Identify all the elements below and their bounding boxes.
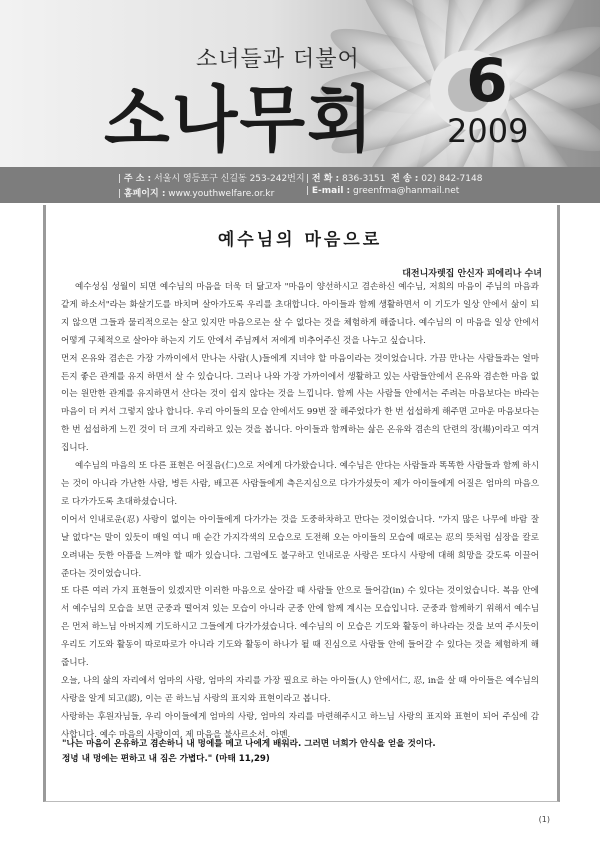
address-label: 주 소 :	[123, 174, 152, 184]
article-title: 예수님의 마음으로	[217, 230, 383, 250]
masthead	[0, 0, 600, 167]
paragraph: 이어서 인내로운(忍) 사랑이 없이는 아이들에게 다가가는 것을 도중하차하고 만다는 것이었습니다. "가지 많은 나무에 바람 잘 날 없다"는 말이 있듯이 매일 여니 매 순간 가지각색의 모습으로 도전해 오는 아이들의 모습에 때로는 忍의 뜻처럼 심장을 칼로 오려내는 듯한 아픔을 느껴야 할 때가 있습니다. 그럼에도 불구하고 인내로운 사랑은 또다시 사랑에 대해 희망을 갖도록 이끌어 준다는 것이었습니다.	[61, 514, 539, 579]
address-value: 서울시 영등포구 신길동 253-242번지	[154, 174, 305, 184]
issue-year: 2009	[447, 112, 529, 150]
homepage-label: 홈페이지 :	[123, 189, 166, 199]
quote-line: 정녕 내 멍에는 편하고 내 짐은 가볍다." (마태 11,29)	[62, 754, 270, 764]
email-label: E-mail :	[311, 186, 351, 196]
homepage-row: | 홈페이지 : www.youthwelfare.or.kr	[118, 189, 275, 199]
page-number: (1)	[538, 815, 550, 824]
paragraph: 먼저 온유와 겸손은 가장 가까이에서 만나는 사람(人)들에게 지녀야 할 마음이라는 것이었습니다. 가끔 만나는 사람들과는 얼마든지 좋은 관계를 유지 하면서 살 수 있습니다. 그러나 나와 가장 가까이에서 생활하고 있는 사람들안에서 온유와 겸손한 마음 없이는 원만한 관계를 유지하면서 산다는 것이 쉽지 않다는 것을 느낍니다. 함께 사는 사람들 안에서는 주려는 마음보다는 바라는 마음이 더 커서 그렇지 않나 합니다. 우리 아이들의 모습 안에서도 99번 잘 해주었다가 한 번 섭섭하게 해주면 고마운 마음보다는 한 번 섭섭하게 느낀 것이 더 크게 자리하고 있는 것을 봅니다. 아이들과 함께하는 삶은 온유와 겸손의 단련의 장(場)이라고 여겨집니다.	[61, 353, 539, 454]
paragraph: 또 다른 여러 가지 표현들이 있겠지만 이러한 마음으로 살아갈 때 사람들 안으로 들어감(in) 수 있다는 것이었습니다. 복음 안에서 예수님의 모습을 보면 군중과 떨어져 있는 모습이 아니라 군중 안에 함께 계시는 모습입니다. 군중과 함께하기 위해서 예수님은 먼저 하느님 아버지께 기도하시고 그들에게 다가가셨습니다. 예수님의 이 모습은 기도와 활동이 하나라는 것을 보여 주시듯이 우리도 기도와 활동이 따로따로가 아니라 기도와 활동이 하나가 될 때 진심으로 사람들 안에 들어갈 수 있다는 것을 체험하게 해줍니다.	[61, 586, 539, 669]
paragraph: 사랑하는 후원자님들, 우리 아이들에게 엄마의 사랑, 엄마의 자리를 마련해주시고 하느님 사랑의 표지와 표현이 되어 주심에 감사합니다. 예수 마음의 사랑이여, 제 마음을 불사르소서. 아멘.	[61, 711, 539, 740]
phone-label: 전 화 :	[311, 174, 340, 184]
masthead-title: 소나무회	[104, 79, 375, 163]
quote-line: "나는 마음이 온유하고 겸손하니 내 멍에를 메고 나에게 배워라. 그러면 너희가 안식을 얻을 것이다.	[62, 739, 436, 749]
issue-number: 6	[466, 46, 508, 116]
article-body	[61, 279, 539, 745]
paragraph: 예수님의 마음의 또 다른 표현은 어질음(仁)으로 저에게 다가왔습니다. 예수님은 안다는 사람들과 똑똑한 사람들과 함께 하시는 것이 아니라 가난한 사람, 병든 사람, 배고픈 사람들에게 측은지심으로 다가가셨듯이 제가 아이들에게 어질은 엄마의 마음으로 다가가도록 초대하셨습니다.	[61, 461, 539, 507]
email-row: | E-mail : greenfma@hanmail.net	[306, 186, 460, 196]
article-author: 대전니자렛집 안신자 피에리나 수녀	[402, 269, 542, 279]
phone-value: 836-3151	[342, 174, 386, 184]
fax-label: 전 송 :	[391, 174, 419, 184]
paragraph: 오늘, 나의 삶의 자리에서 엄마의 사랑, 엄마의 자리를 가장 필요로 하는 아이들(人) 안에서仁, 忍, in을 살 때 아이들은 예수님의 사랑을 알게 되고(認), 이는 곧 하느님 사랑의 표지와 표현이라고 봅니다.	[61, 675, 539, 704]
scripture-quote	[62, 737, 542, 767]
phone-row: | 전 화 : 836-3151 전 송 : 02) 842-7148	[306, 174, 483, 184]
contact-info-bar	[0, 167, 600, 203]
homepage-link[interactable]: www.youthwelfare.or.kr	[168, 189, 275, 199]
email-link[interactable]: greenfma@hanmail.net	[353, 186, 460, 196]
masthead-subtitle: 소녀들과 더불어	[196, 47, 360, 72]
paragraph: 예수성심 성월이 되면 예수님의 마음을 더욱 더 닮고자 "마음이 양선하시고 겸손하신 예수님, 저희의 마음이 주님의 마음과 같게 하소서"라는 화살기도를 바치며 살아가도록 우리를 초대합니다. 아이들과 함께 생활하면서 이 기도가 일상 안에서 삶이 되지 않으면 그들과 물리적으로는 살고 있지만 마음으로는 살 수 없다는 것을 체험하게 해줍니다. 예수님의 이 마음을 일상 안에서 어떻게 구체적으로 살아야 하는지 기도 안에서 주님께서 저에게 비추어주신 것을 나누고 싶습니다.	[61, 282, 539, 346]
fax-value: 02) 842-7148	[421, 174, 483, 184]
address-row: | 주 소 : 서울시 영등포구 신길동 253-242번지	[118, 174, 305, 184]
